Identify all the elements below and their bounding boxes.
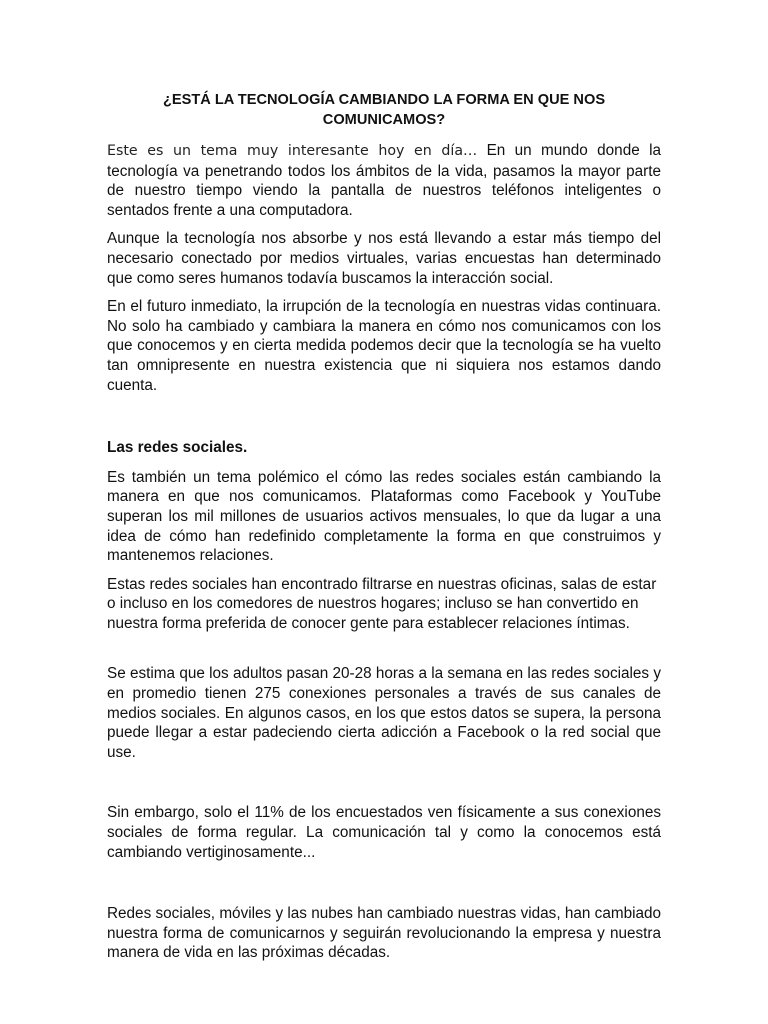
body-paragraph: Aunque la tecnología nos absorbe y nos está llevando a estar más tiempo del necesario conectado por medios virtuales, varias encuestas han determinado que como seres humanos todavía buscamos la interacción social. [107, 230, 661, 287]
intro-paragraph [107, 141, 661, 220]
section-paragraph: Redes sociales, móviles y las nubes han cambiado nuestras vidas, han cambiado nuestra forma de comunicarnos y seguirán revolucionando la empresa y nuestra manera de vida en las próximas décadas. [107, 905, 661, 962]
body-paragraph: En el futuro inmediato, la irrupción de la tecnología en nuestras vidas continuara. No solo ha cambiado y cambiara la manera en cómo nos comunicamos con los que conocemos y en cierta medida podemos decir que la tecnología se ha vuelto tan omnipresente en nuestra existencia que ni siquiera nos estamos dando cuenta. [107, 298, 661, 394]
section-paragraph: Se estima que los adultos pasan 20-28 horas a la semana en las redes sociales y en promedio tienen 275 conexiones personales a través de sus canales de medios sociales. En algunos casos, en los que estos datos se supera, la persona puede llegar a estar padeciendo cierta adicción a Facebook o la red social que use. [107, 665, 661, 761]
section-heading: Las redes sociales. [107, 439, 248, 457]
document-title: ¿ESTÁ LA TECNOLOGÍA CAMBIANDO LA FORMA EN QUE NOS COMUNICAMOS? [162, 92, 606, 128]
intro-lead-text: Este es un tema muy interesante hoy en día… [107, 143, 478, 159]
section-paragraph: Sin embargo, solo el 11% de los encuestados ven físicamente a sus conexiones sociales de forma regular. La comunicación tal y como la conocemos está cambiando vertiginosamente... [107, 804, 661, 861]
section-paragraph: Es también un tema polémico el cómo las redes sociales están cambiando la manera en que nos comunicamos. Plataformas como Facebook y YouTube superan los mil millones de usuarios activos mensuales, lo que da lugar a una idea de cómo han redefinido completamente la forma en que construimos y mantenemos relaciones. [107, 468, 661, 565]
intro-rest-text: En un mundo donde la tecnología va penetrando todos los ámbitos de la vida, pasamos la mayor parte de nuestro tiempo viendo la pantalla de nuestros teléfonos inteligentes o sentados frente a una computadora. [107, 142, 661, 219]
section-paragraph: Estas redes sociales han encontrado filtrarse en nuestras oficinas, salas de estar o incluso en los comedores de nuestros hogares; incluso se han convertido en nuestra forma preferida de conocer gente para establecer relaciones íntimas. [107, 575, 657, 632]
